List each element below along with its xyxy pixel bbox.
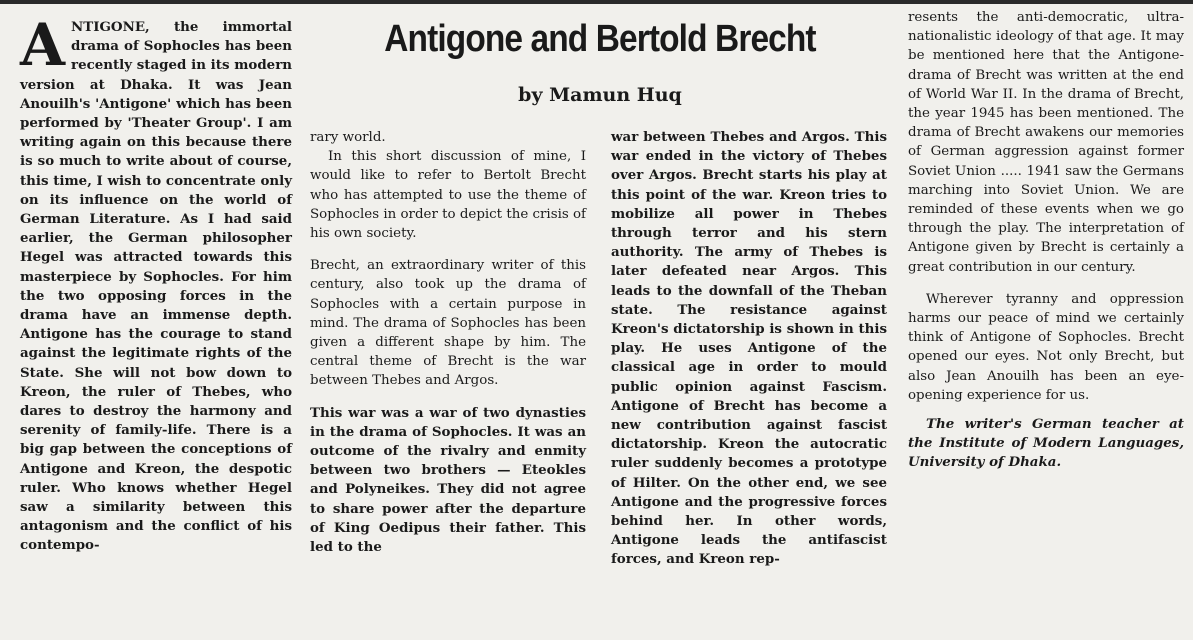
- top-rule: [0, 0, 1193, 4]
- article-title: Antigone and Bertold Brecht: [384, 18, 816, 60]
- article-column-2: [310, 128, 586, 557]
- paragraph: rary world.: [310, 130, 386, 145]
- column-1-text: NTIGONE, the immortal drama of Sophocles has been recently staged in its modern version at Dhaka. It was Jean Anouilh's 'Antigone' which has been performed by 'Theater Group'. I am writing again on this because there is so much to write about of course, this time, I wish to concentrate only on its influence on the world of German Literature. As I had said earlier, the German philosopher Hegel was attracted towards this masterpiece by Sophocles. For him the two opposing forces in the drama have an immense depth. Antigone has the courage to stand against the legitimate rights of the State. She will not bow down to Kreon, the ruler of Thebes, who dares to destroy the harmony and serenity of family-life. There is a big gap between the conceptions of Antigone and Kreon, the despotic ruler. Who knows whether Hegel saw a similarity between this antagonism and the conflict of his contempo-: [20, 19, 292, 554]
- article-column-1: [20, 11, 292, 556]
- paragraph: Brecht, an extraordinary writer of this century, also took up the drama of Sophocles with a certain purpose in mind. The drama of Sophocles has been given a different shape by him. The central theme of Brecht is the war between Thebes and Argos.: [310, 258, 586, 389]
- drop-cap: A: [20, 11, 66, 79]
- paragraph: In this short discussion of mine, I would like to refer to Bertolt Brecht who has attempted to use the theme of Sophocles in order to depict the crisis of his own society.: [310, 149, 586, 242]
- paragraph: This war was a war of two dynasties in the drama of Sophocles. It was an outcome of the rivalry and enmity between two brothers — Eteokles and Polyneikes. They did not agree to share power after the departure of King Oedipus their father. This led to the: [310, 404, 586, 556]
- article-byline: by Mamun Huq: [518, 84, 682, 106]
- paragraph: Wherever tyranny and oppression harms our peace of mind we certainly think of Antigone of Sophocles. Brecht opened our eyes. Not only Brecht, but also Jean Anouilh has been an eye-opening experience for us.: [908, 291, 1184, 403]
- article-column-3: [611, 128, 887, 570]
- article-column-4: [908, 8, 1184, 473]
- author-note: The writer's German teacher at the Institute of Modern Languages, University of Dhaka.: [908, 416, 1184, 471]
- paragraph: resents the anti-democratic, ultra-nationalistic ideology of that age. It may be mentioned here that the Antigone-drama of Brecht was written at the end of World War II. In the drama of Brecht, the year 1945 has been mentioned. The drama of Brecht awakens our memories of German aggression against former Soviet Union ..... 1941 saw the Germans marching into Soviet Union. We are reminded of these events when we go through the play. The interpretation of Antigone given by Brecht is certainly a great contribution in our century.: [908, 10, 1184, 275]
- paragraph: war between Thebes and Argos. This war ended in the victory of Thebes over Argos. Brecht starts his play at this point of the war. Kreon tries to mobilize all power in Thebes through terror and his stern authority. The army of Thebes is later defeated near Argos. This leads to the downfall of the Theban state. The resistance against Kreon's dictatorship is shown in this play. He uses Antigone of the classical age in order to mould public opinion against Fascism. Antigone of Brecht has become a new contribution against fascist dictatorship. Kreon the autocratic ruler suddenly becomes a prototype of Hilter. On the other end, we see Antigone and the progressive forces behind her. In other words, Antigone leads the antifascist forces, and Kreon rep-: [611, 129, 887, 568]
